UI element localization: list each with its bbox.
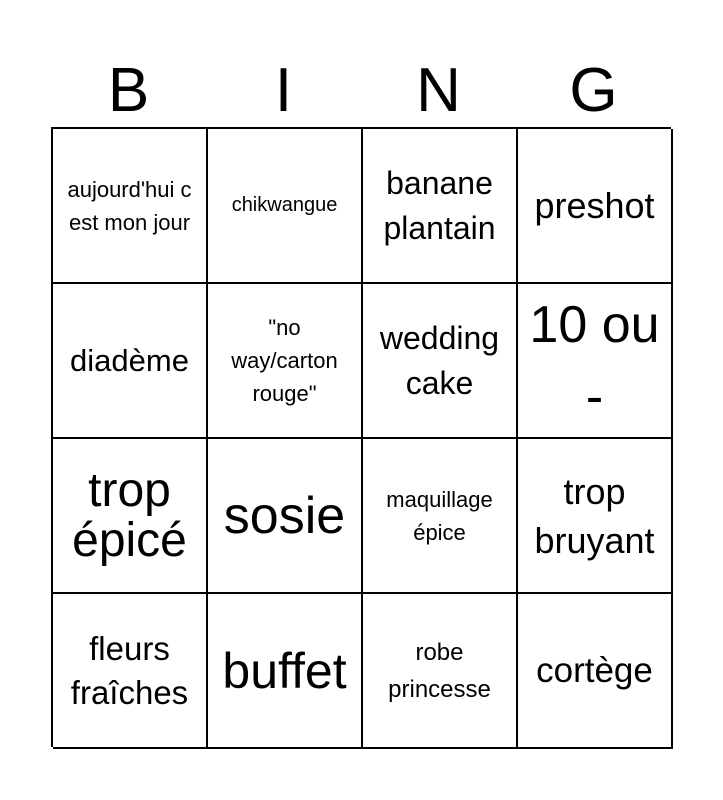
cell-label: maquillage épice	[386, 486, 493, 545]
bingo-cell[interactable]	[208, 129, 363, 284]
cell-label: 10 ou -	[529, 295, 660, 426]
bingo-cell[interactable]	[518, 129, 673, 284]
bingo-cell[interactable]	[208, 439, 363, 594]
bingo-grid	[51, 127, 671, 747]
cell-label: chikwangue	[231, 194, 338, 216]
cell-label: trop bruyant	[534, 470, 655, 561]
header-letter-g: G	[569, 56, 618, 125]
bingo-cell[interactable]	[53, 439, 208, 594]
cell-label: cortège	[536, 650, 653, 690]
bingo-cell[interactable]	[363, 594, 518, 749]
header-letter-b: B	[107, 56, 150, 125]
cell-label: robe princesse	[388, 638, 491, 703]
header-letter-n: N	[416, 56, 461, 125]
header-letter-i: I	[274, 56, 293, 125]
bingo-cell[interactable]	[53, 284, 208, 439]
cell-label: banane plantain	[383, 164, 496, 246]
cell-label: trop épicé	[72, 463, 187, 567]
cell-label: "no way/carton rouge"	[231, 315, 338, 406]
bingo-cell[interactable]	[518, 594, 673, 749]
bingo-cell[interactable]	[53, 129, 208, 284]
bingo-cell[interactable]	[518, 284, 673, 439]
bingo-header	[51, 56, 671, 126]
cell-label: preshot	[534, 184, 655, 226]
cell-label: fleurs fraîches	[70, 629, 189, 711]
cell-label: buffet	[222, 642, 347, 699]
bingo-cell[interactable]	[208, 594, 363, 749]
bingo-cell[interactable]	[53, 594, 208, 749]
bingo-cell[interactable]	[363, 439, 518, 594]
cell-label: aujourd'hui c est mon jour	[67, 176, 192, 235]
cell-label: diadème	[70, 342, 189, 378]
bingo-cell[interactable]	[363, 284, 518, 439]
bingo-cell[interactable]	[208, 284, 363, 439]
bingo-cell[interactable]	[518, 439, 673, 594]
cell-label: wedding cake	[379, 319, 500, 401]
bingo-cell[interactable]	[363, 129, 518, 284]
cell-label: sosie	[223, 486, 346, 545]
